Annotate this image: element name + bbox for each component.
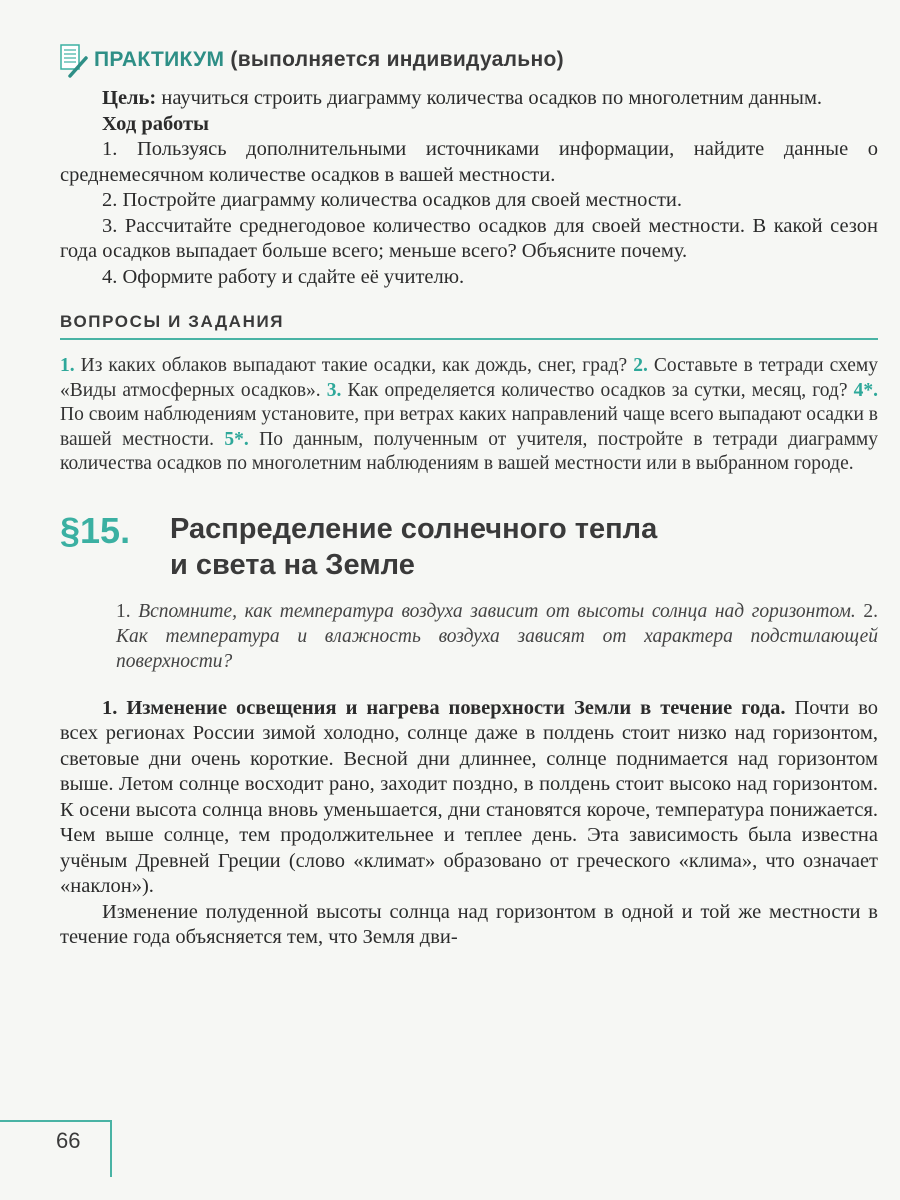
question-number: 5*.: [224, 428, 249, 450]
question-number: 4*.: [853, 379, 878, 401]
question-text: Из каких облаков выпадают такие осадки, как дождь, снег, град?: [74, 355, 634, 376]
recall-text: Как температура и влажность воздуха зависят от характера подстилающей поверхности?: [116, 625, 878, 672]
praktikum-body: [60, 86, 878, 290]
praktikum-subtitle: (выполняется индивидуально): [230, 48, 564, 71]
questions-body: [60, 354, 878, 477]
questions-heading: ВОПРОСЫ И ЗАДАНИЯ: [60, 312, 878, 340]
praktikum-header: [60, 40, 878, 80]
question-number: 1.: [60, 355, 75, 376]
praktikum-title: [94, 48, 564, 72]
page-number: 66: [56, 1128, 81, 1153]
question-text: Составьте в тетради схему «Виды атмосферных осадков».: [60, 355, 878, 401]
textbook-page: [60, 40, 878, 951]
section-paragraph: Изменение полуденной высоты солнца над горизонтом в одной и той же местности в течение года объясняется тем, что Земля дви-: [60, 900, 878, 948]
section-title-line: и света на Земле: [170, 548, 415, 581]
step-item: 2. Постройте диаграмму количества осадков для своей местности.: [102, 189, 682, 211]
recall-number: 1.: [116, 600, 131, 622]
goal-label: Цель:: [102, 87, 157, 109]
question-number: 2.: [633, 355, 648, 376]
notebook-pencil-icon: [60, 44, 86, 76]
section-header: [60, 511, 878, 583]
recall-number: 2.: [863, 600, 878, 622]
recall-questions: [60, 599, 878, 674]
section-body: [60, 696, 878, 951]
steps-heading: Ход работы: [102, 112, 210, 135]
goal-text: научиться строить диаграмму количества осадков по многолетним данным.: [156, 87, 823, 109]
section-title: [170, 511, 657, 583]
step-item: 1. Пользуясь дополнительными источниками информации, найдите данные о среднемесячном количестве осадков в вашей местности.: [60, 138, 878, 186]
step-item: 4. Оформите работу и сдайте её учителю.: [102, 265, 465, 288]
section-title-line: Распределение солнечного тепла: [170, 512, 658, 545]
question-text: По своим наблюдениям установите, при ветрах каких направлений чаще всего выпадают осадки в вашей местности.: [60, 404, 878, 450]
praktikum-label: ПРАКТИКУМ: [94, 48, 225, 71]
question-text: Как определяется количество осадков за сутки, месяц, год?: [341, 379, 854, 401]
question-text: По данным, полученным от учителя, постройте в тетради диаграмму количества осадков по многолетним наблюдениям в вашей местности или в выбранном городе.: [60, 428, 878, 474]
subsection-heading: 1. Изменение освещения и нагрева поверхности Земли в течение года.: [102, 696, 786, 719]
recall-text: Вспомните, как температура воздуха зависит от высоты солнца над горизонтом.: [130, 600, 864, 622]
step-item: 3. Рассчитайте среднегодовое количество осадков для своей местности. В какой сезон года осадков выпадает больше всего; меньше всего? Объясните почему.: [60, 214, 878, 262]
question-number: 3.: [326, 379, 342, 401]
section-number: §15.: [60, 509, 131, 551]
paragraph-text: Почти во всех регионах России зимой холодно, солнце даже в полдень стоит низко над горизонтом, световые дни очень короткие. Весной дни длиннее, солнце поднимается над горизонтом выше. Летом солнце восходит рано, заходит поздно, в полдень стоит высоко над горизонтом. К осени высота солнца вновь уменьшается, дни становятся короче, температура понижается. Чем выше солнце, тем продолжительнее и теплее день. Эта зависимость была известна учёным Древней Греции (слово «климат» образовано от греческого «клима», что означает «наклон»).: [60, 696, 878, 897]
section-paragraph: [60, 696, 878, 900]
goal-paragraph: [60, 86, 878, 112]
